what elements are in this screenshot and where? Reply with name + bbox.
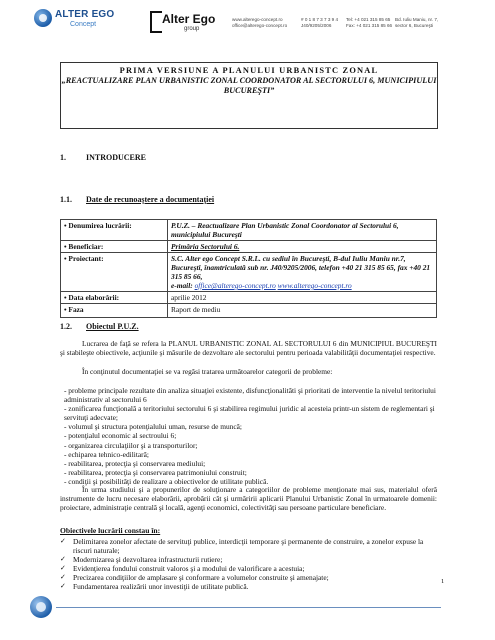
contact-phones [346, 17, 392, 29]
page-header [0, 0, 495, 42]
objective-text: Delimitarea zonelor afectate de servituţi publice, interdicţii temporare şi permanente de construire, a zonelor expuse la riscuri naturale; [73, 537, 424, 556]
section-1-2-number: 1.2. [60, 322, 72, 331]
checkmark-icon: ✓ [60, 537, 66, 545]
contact-registry [301, 17, 338, 29]
info-key: • Proiectant: [61, 253, 168, 292]
info-key: • Denumirea lucrării: [61, 220, 168, 241]
logo1-subtitle: Concept [70, 21, 97, 28]
logo2-name: Alter Ego [162, 12, 216, 26]
project-name: P.U.Z. – Reactualizare Plan Urbanistic Zonal Coordonator al Sectorului 6, municipiului Bucureşti [171, 221, 399, 239]
list-item: - reabilitarea, protecţia şi conservarea patrimoniului construit; [64, 467, 247, 477]
page-number: 1 [441, 578, 445, 585]
contact-address-line1: Bd. Iuliu Maniu, nr. 7, [395, 17, 439, 22]
contact-reg: J40/9205/2006 [301, 23, 332, 28]
designer: S.C. Alter ego Concept S.R.L. cu sediul în Bucureşti, B-dul Iuliu Maniu nr.7, Bucureşti, înamtriculată sub nr. J40/9205/2006, telefon +40 21 315 85 65, fax +40 21 315 85 66, [171, 254, 431, 281]
table-row [61, 304, 437, 318]
section-1-1-title: Date de recunoaştere a documentaţiei [86, 195, 215, 204]
section-1-1-number: 1.1. [60, 195, 72, 204]
logo2-subtitle: group [184, 26, 200, 32]
list-item: - reabilitarea, protecţia şi conservarea mediului; [64, 458, 206, 468]
logo1-name: ALTER EGO [55, 9, 115, 20]
list-item: - echiparea tehnico-edilitară; [64, 449, 149, 459]
info-table [60, 219, 437, 318]
checkmark-icon: ✓ [60, 582, 66, 591]
contact-email[interactable]: office@alterego-concept.ro [232, 23, 288, 28]
table-row [61, 241, 437, 253]
list-item [60, 582, 437, 591]
contact-cif: # 0 1 8 7 3 7 3 9 4 [301, 17, 339, 22]
table-row [61, 253, 437, 292]
checkmark-icon: ✓ [60, 573, 66, 582]
info-value [168, 253, 437, 292]
section-1-2-heading [60, 322, 139, 331]
info-key: • Faza [61, 304, 168, 318]
list-item: - organizarea circulaţiilor şi a transporturilor; [64, 440, 198, 450]
contact-address-line2: sector 6, Bucureşti [395, 23, 434, 28]
contact-web [232, 17, 287, 29]
title-line2: „REACTUALIZARE PLAN URBANISTIC ZONAL COORDONATOR AL SECTORULUI 6, MUNICIPIULUI BUCUREŞTI” [61, 76, 437, 95]
website-link[interactable]: www.alterego-concept.ro [277, 281, 352, 290]
footer-divider [56, 607, 441, 608]
paragraph-1: Lucrarea de faţă se refera la PLANUL URBANISTIC ZONAL AL SECTORULUI 6 din MUNICIPIUL BUCUREŞTI şi stabileşte obiectivele, acţiunile şi măsurile de dezvoltare ale sectorului pentru perioada valabilităţii documentaţiei respective. [60, 339, 437, 358]
section-1-title: INTRODUCERE [86, 153, 147, 162]
problem-list [64, 386, 437, 486]
objective-text: Evidenţierea fondului construit valoros şi a modului de valorificare a acestuia; [73, 564, 305, 574]
table-row [61, 220, 437, 241]
objective-text: Precizarea condiţiilor de amplasare şi conformare a volumelor construite şi amenajate; [73, 573, 329, 583]
section-1-1-heading [60, 195, 214, 204]
alter-ego-group-logo [150, 11, 222, 37]
date-value: aprilie 2012 [168, 292, 437, 304]
paragraph-3: În urma studiului şi a propunerilor de soluţionare a categoriilor de probleme menţionate mai sus, materialul oferă instrumente de lucru necesare elaborării, aprobării cât şi urmăririi aplicarii Planului Urbanistic Zonal în urmatoarele domenii: proiectare, administraţie centrală şi locală, agenţi economici, colectivităţi sau persoane particulare beneficiare. [60, 485, 437, 513]
contact-website[interactable]: www.alterego-concept.ro [232, 17, 283, 22]
info-key: • Data elaborării: [61, 292, 168, 304]
contact-tel: Tel: +4 021 315 85 65 [346, 17, 391, 22]
globe-icon [34, 9, 52, 27]
list-item [60, 573, 437, 582]
section-1-heading [60, 153, 146, 162]
info-value [168, 241, 437, 253]
title-line1: PRIMA VERSIUNE A PLANULUI URBANISTC ZONAL [119, 66, 379, 75]
objective-text: Fundamentarea realizării unor investiţii de utilitate publică. [73, 582, 249, 592]
list-item [60, 564, 437, 573]
beneficiary: Primăria Sectorului 6. [171, 242, 240, 251]
list-item [60, 555, 437, 564]
contact-fax: Fax: +4 021 315 85 66 [346, 23, 393, 28]
phase-value: Raport de mediu [168, 304, 437, 318]
list-item: - potenţialul economic al sectroului 6; [64, 431, 177, 441]
objective-text: Modernizarea şi dezvoltarea infrastructurii rutiere; [73, 555, 223, 565]
section-1-2-title: Obiectul P.U.Z. [86, 322, 139, 331]
objectives-heading: Obiectivele lucrării constau în: [60, 526, 161, 535]
checkmark-icon: ✓ [60, 564, 66, 573]
checkmark-icon: ✓ [60, 555, 66, 564]
table-row [61, 292, 437, 304]
section-1-number: 1. [60, 153, 66, 162]
list-item: - probleme principale rezultate din analiza situaţiei existente, disfuncţionalităti şi prioritati de interventie la nivelul teritoriului administrativ al sectorului 6 [64, 386, 436, 405]
list-item: - condiţii şi posibilităţi de realizare a obiectivelor de utilitate publică. [64, 476, 269, 486]
contact-address [395, 17, 438, 29]
email-label: e-mail: [171, 281, 195, 290]
info-key: • Beneficiar: [61, 241, 168, 253]
email-link[interactable]: office@alterego-concept.ro [194, 281, 276, 290]
paragraph-2: În conţinutul documentaţiei se va regăsi tratarea următoarelor categorii de probleme: [82, 367, 333, 376]
list-item [60, 537, 437, 555]
footer-logo-icon [30, 596, 52, 618]
bracket-icon [150, 11, 162, 33]
list-item: - volumul şi structura potenţialului uman, resurse de muncă; [64, 422, 242, 432]
info-value [168, 220, 437, 241]
document-title-box [60, 62, 438, 129]
alter-ego-concept-logo [34, 8, 115, 34]
objectives-list [60, 537, 437, 592]
list-item: - zonificarea funcţională a teritoriului sectorului 6 şi stabilirea regimului juridic al acesteia printr-un sistem de reglementari şi servituţi adecvate; [64, 404, 435, 423]
